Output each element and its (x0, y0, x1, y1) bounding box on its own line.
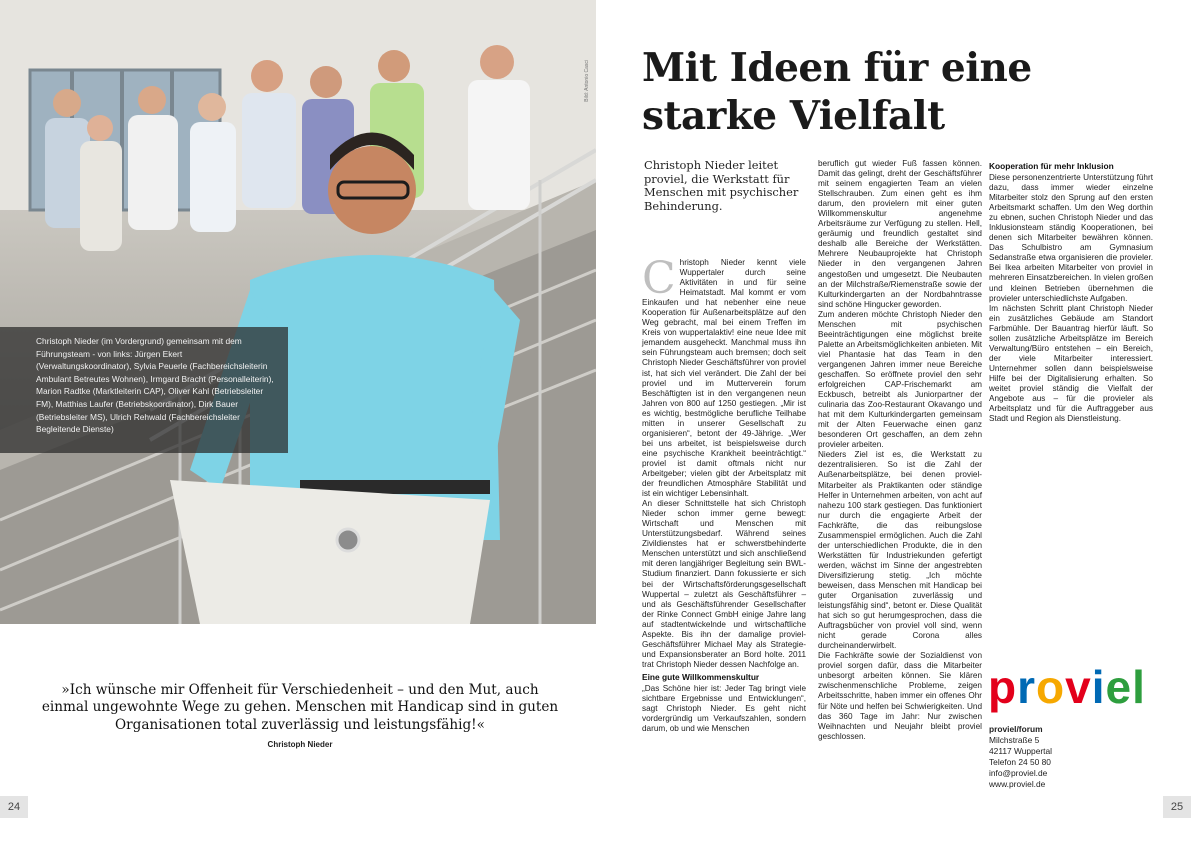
paragraph: hristoph Nieder kennt viele Wuppertaler durch seine Aktivitäten in und für seine Heimatstadt. Mal kommt er vom Einkaufen und hat nebenher eine neue Kooperation für Außenarbeitsplätze auf den Weg gebracht, mal bei einem Treffen im Kreis von wuppertalaktiv! eine neue Idee mit jemandem ausgeheckt. Manchmal muss ihn sein Führungsteam auch bremsen; doch seit Christoph Nieder Geschäftsführer von proviel ist, hat sich viel verändert. Die Zahl der bei proviel und im Mutterverein forum Beschäftigten ist in den vergangenen neun Jahren von 800 auf 1250 gestiegen. „Mir ist es wichtig, bestmögliche berufliche Teilhabe mitten in unserer Gesellschaft zu organisieren“, betont der 49-Jährige. „Wer bei uns arbeitet, ist beispielsweise durch eine psychische Krankheit beeinträchtigt.“ proviel ist damit oftmals nicht nur Arbeitgeber; vielen gibt der Arbeitsplatz mit der freundlichen Atmosphäre Stabilität und ist ein wichtiger Lebensinhalt. (642, 258, 806, 499)
paragraph: Diese personenzentrierte Unterstützung führt dazu, dass immer wieder einzelne Mitarbeiter stolz den Sprung auf den ersten Arbeitsmarkt schaffen. Um den Weg dorthin zu ebnen, suchen Christoph Nieder und das Inklusionsteam ständig Kooperationen, bei denen sich Mitarbeiter bewähren können. Das Schulbistro am Gymnasium Sedanstraße etwa organisieren die provieler. Bei Ikea arbeiten Mitarbeiter von proviel in mehreren Einsatzbereichen. In vielen großen und kleinen Betrieben übernehmen die provieler unterschiedlichste Aufgaben. (989, 173, 1153, 303)
subheading: Kooperation für mehr Inklusion (989, 161, 1114, 171)
logo-letter: l (1132, 661, 1146, 713)
paragraph: Zum anderen möchte Christoph Nieder den Menschen mit psychischen Beeinträchtigungen eine möglichst breite Palette an Arbeitsmöglichkeiten anbieten. Mit viel Phantasie hat das Team in den vergangenen Jahren immer neue Bereiche geschaffen. So eröffnete proviel den sehr erfolgreichen CAP-Frischemarkt am Eckbusch, betreibt als Juniorpartner der culinaria das Zoo-Restaurant Okavango und hat mit dem Kulturkindergarten gemeinsam mit der Alten Feuerwache einen ganz besonderen Ort geschaffen, an dem zehn provieler arbeiten. (818, 309, 982, 450)
page-number-left: 24 (0, 796, 28, 818)
email-link[interactable]: info@proviel.de (989, 768, 1048, 778)
article-column-3 (989, 159, 1153, 424)
address-city: 42117 Wuppertal (989, 746, 1053, 756)
logo-letter: o (1036, 661, 1066, 713)
logo-letter: p (988, 661, 1018, 713)
team-photo (0, 0, 596, 624)
address-street: Milchstraße 5 (989, 735, 1040, 745)
paragraph: An dieser Schnittstelle hat sich Christoph Nieder schon immer gerne bewegt: Wirtschaft und Menschen mit Unterstützungsbedarf. Während seines Zivildienstes hat er schwerstbehinderte Menschen unterstützt und sich anschließend mit deren langjähriger Begleitung sein BWL-Studium finanziert. Dann fokussierte er sich bei der Wirtschaftsförderungsgesellschaft Wuppertal – zuletzt als Geschäftsführer – und als Geschäftsführender Gesellschafter der Rinke Connect GmbH einige Jahre lang auf stadtentwickelnde und wirtschaftliche Aspekte. Bis ihn der damalige proviel-Geschäftsführer Michael May als Strategie- und Expansionsberater an Bord holte. 2011 trat Christoph Nieder dessen Nachfolge an. (642, 499, 806, 669)
contact-address (989, 724, 1109, 790)
logo-letter: e (1105, 661, 1133, 713)
paragraph: beruflich gut wieder Fuß fassen können. Damit das gelingt, dreht der Geschäftsführer mit seinem engagierten Team an vielen Stellschrauben. Zum einen geht es ihm darum, den provielern mit einer guten Willkommenskultur angenehme Arbeitsräume zur Verfügung zu stellen. Hell, geräumig und freundlich gestaltet sind deshalb alle Bereiche der Werkstätten. Mehrere Neubauprojekte hat Christoph Nieder in den vergangenen Jahren angestoßen und umgesetzt. Die Neubauten an der Milchstraße/Riemenstraße sowie der Kulturkindergarten an der Nordbahntrasse sind schöne Hingucker geworden. (818, 159, 982, 309)
logo-letter: r (1017, 661, 1037, 713)
paragraph: Die Fachkräfte sowie der Sozialdienst von proviel sorgen dafür, dass die Mitarbeiter unbesorgt arbeiten können. Sie klären zwischenmenschliche Probleme, zeigen Arbeitsschritte, haben immer ein offenes Ohr für Nöte und helfen bei Schwierigkeiten. Und das 360 Tage im Jahr: Nur zwischen Weihnachten und Neujahr bleibt proviel geschlossen. (818, 651, 982, 741)
article-column-1 (642, 253, 806, 734)
drop-cap: C (642, 253, 676, 304)
pull-quote-author: Christoph Nieder (267, 740, 333, 750)
pull-quote (40, 682, 560, 749)
paragraph: Im nächsten Schritt plant Christoph Nieder ein zusätzliches Gebäude am Standort Farbmühle. Der Bauantrag hierfür läuft. So sollen zusätzliche Arbeitsplätze im Bereich Verwaltung/Büro entstehen – ein Bereich, der viele Mitarbeiter interessiert. Unternehmer sollen dann beispielsweise Hilfe bei der Digitalisierung erhalten. So weitet proviel ständig die Vielfalt der Angebote aus – für die provieler als Arbeitsplatz und für die Auftraggeber aus Stadt und Region als Dienstleistung. (989, 303, 1153, 424)
logo-letter: v (1065, 661, 1092, 713)
pull-quote-text: »Ich wünsche mir Offenheit für Verschiedenheit – und den Mut, auch einmal ungewohnte Wege zu gehen. Menschen mit Handicap sind in guten Organisationen total zuverlässig und leistungsfähig!« (41, 682, 559, 733)
address-title: proviel/forum (989, 724, 1043, 734)
article-headline: Mit Ideen für eine starke Vielfalt (642, 45, 1032, 139)
photo-credit: Bild: Antonio Casci (584, 60, 590, 102)
address-phone: Telefon 24 50 80 (989, 757, 1051, 767)
photo-caption-box (0, 327, 288, 453)
photo-caption: Christoph Nieder (im Vordergrund) gemeinsam mit dem Führungsteam - von links: Jürgen Ekert (Verwaltungskoordinator), Sylvia Peuerle (Fachbereichsleiterin Ambulant Betreutes Wohnen), Irmgard Bracht (Personalleiterin), Marion Radtke (Marktleiterin CAP), Oliver Kahl (Betriebsleiter FM), Matthias Laufer (Betriebskoordinator), Dirk Bauer (Betriebsleiter MS), Ulrich Rehwald (Fachbereichsleiter Begleitende Dienste) (36, 336, 274, 435)
website-link[interactable]: www.proviel.de (989, 779, 1046, 789)
paragraph: „Das Schöne hier ist: Jeder Tag bringt viele sichtbare Ergebnisse und Entwicklungen“, sagt Christoph Nieder. Es geht nicht vordergründig um Verkaufszahlen, sondern darum, ob und wie Menschen (642, 683, 806, 734)
paragraph: Nieders Ziel ist es, die Werkstatt zu dezentralisieren. So ist die Zahl der Außenarbeitsplätze, bei denen proviel-Mitarbeiter als Praktikanten oder ständige Helfer in Unternehmen arbeiten, von acht auf nahezu 100 stark gestiegen. Das funktioniert nur durch die engagierte Arbeit der Fachkräfte, die das reibungslose Zusammenspiel ermöglichen. Auch die Zahl der unterschiedlichen Produkte, die in den Werkstätten für Industriekunden gefertigt werden, wächst im Sinne der angestrebten Diversifizierung stetig. „Ich möchte beweisen, dass Menschen mit Handicap bei guter Organisation zuverlässig und leistungsfähig sind“, betont er. Diese Qualität hat sich so gut herumgesprochen, dass die Auftragsbücher von proviel voll sind, wenn nicht gerade Corona alles durcheinanderwirbelt. (818, 450, 982, 651)
article-lead: Christoph Nieder leitet proviel, die Werkstatt für Menschen mit psychischer Behinderung. (644, 158, 799, 213)
logo-letter: i (1091, 661, 1106, 713)
photo-illustration (0, 0, 596, 624)
proviel-logo (988, 661, 1146, 713)
article-column-2 (818, 159, 982, 742)
subheading: Eine gute Willkommenskultur (642, 671, 760, 682)
page-number-right: 25 (1163, 796, 1191, 818)
